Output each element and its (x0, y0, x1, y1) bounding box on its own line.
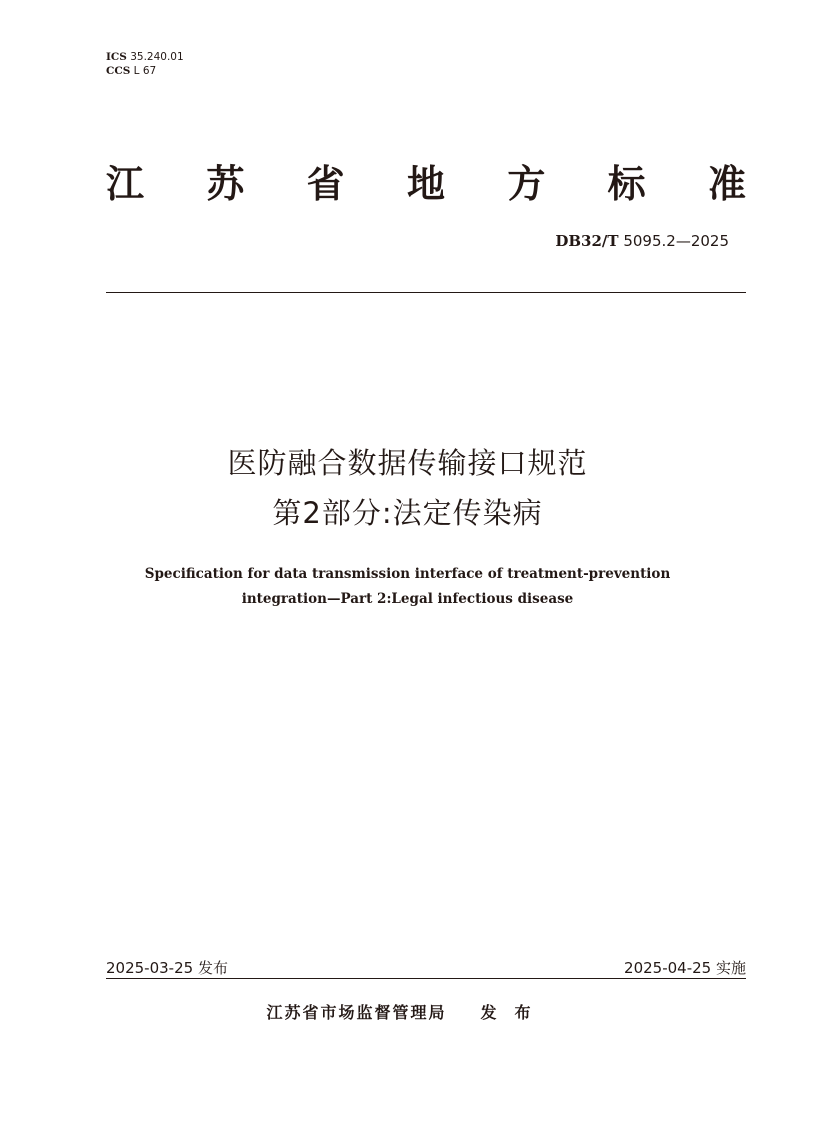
english-title-line-1: Specification for data transmission interface of treatment-prevention (144, 566, 671, 582)
standard-number-value: 5095.2—2025 (623, 232, 729, 250)
bottom-divider (106, 978, 746, 979)
ics-value: 35.240.01 (130, 51, 184, 63)
ccs-label: CCS (106, 65, 131, 77)
standard-number-prefix: DB32/T (555, 232, 619, 250)
publisher-organization: 江苏省市场监督管理局 (266, 1003, 447, 1022)
publisher-line (0, 1002, 815, 1024)
english-title-line-2: integration—Part 2:Legal infectious disease (241, 591, 574, 607)
standard-type-heading (106, 158, 746, 210)
standard-type-char: 省 (306, 162, 345, 206)
ccs-value: L 67 (133, 65, 157, 77)
standard-type-char: 江 (106, 162, 145, 206)
issue-date: 2025-03-25 发布 (106, 959, 228, 977)
chinese-title-line-2: 第2部分:法定传染病 (272, 496, 543, 530)
ics-label: ICS (106, 51, 127, 63)
standard-number (555, 232, 729, 250)
ics-code (106, 50, 184, 64)
publish-action: 发布 (480, 1003, 549, 1022)
standard-type-char: 标 (607, 162, 646, 206)
standard-type-char: 地 (406, 162, 445, 206)
chinese-title-line-1: 医防融合数据传输接口规范 (227, 446, 588, 480)
ccs-code (106, 64, 184, 78)
classification-codes (106, 50, 184, 78)
top-divider (106, 292, 746, 293)
standard-type-char: 方 (507, 162, 546, 206)
standard-type-char: 准 (707, 162, 746, 206)
implementation-date: 2025-04-25 实施 (624, 959, 746, 977)
standard-type-char: 苏 (206, 162, 245, 206)
